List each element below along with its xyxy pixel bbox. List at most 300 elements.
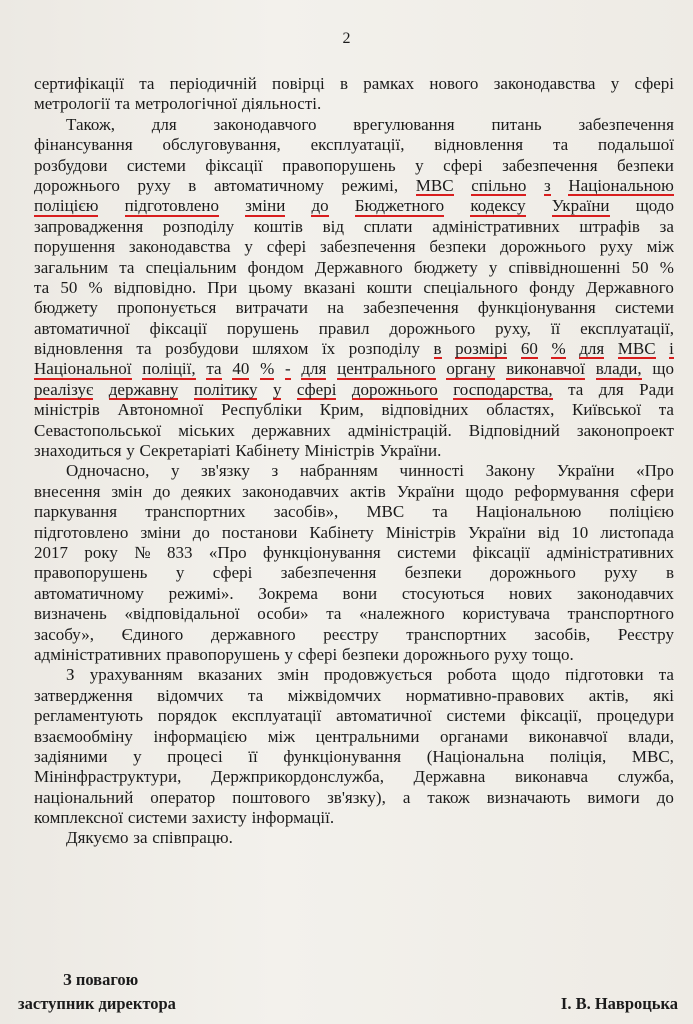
word: поліцією [34, 196, 99, 216]
word: законодавства [128, 237, 231, 257]
paragraph [34, 115, 674, 462]
word: областях, [486, 400, 555, 420]
word: визначають [486, 787, 571, 807]
word: співпрацю. [152, 828, 233, 848]
word: забезпечення [363, 298, 459, 318]
word: Також, [66, 114, 115, 134]
word: сфері [297, 644, 338, 664]
word: метрології [34, 94, 111, 114]
word: між [646, 237, 674, 257]
text-line [34, 665, 674, 685]
word: Національною [475, 502, 582, 522]
text-line [34, 645, 674, 665]
word: поштового [232, 787, 311, 807]
word: поліції, [142, 359, 196, 379]
word: «відповідальної [124, 604, 240, 624]
paragraph [34, 828, 674, 848]
word: змін [111, 481, 143, 501]
word: порушення [34, 237, 116, 257]
word: транспортного [567, 604, 674, 624]
word: у [610, 74, 620, 93]
word: розподілу [162, 216, 235, 236]
word: безпеки [342, 644, 399, 664]
word: руху [494, 644, 528, 664]
word: порядок [157, 706, 218, 726]
word: які [653, 685, 674, 705]
word: користувача [462, 604, 550, 624]
word: Одночасно, [66, 461, 150, 481]
word: комплексної [34, 808, 124, 828]
text-line [34, 563, 674, 583]
word: адміністративних [432, 216, 560, 236]
word: зміни [245, 196, 286, 216]
word: їх [321, 339, 336, 359]
word: нормативно-правових [405, 685, 565, 705]
word: до [153, 481, 171, 501]
word: законодавчих [242, 481, 340, 501]
word: визначень [34, 604, 107, 624]
word: % [551, 339, 566, 359]
word: та [432, 502, 448, 522]
word: законодавства [493, 74, 596, 93]
word: системи [614, 298, 674, 318]
word: процесі [167, 746, 223, 766]
word: сфері [634, 74, 674, 93]
word: знаходиться [34, 441, 122, 461]
word: за [659, 216, 674, 236]
text-line [34, 278, 674, 298]
word: та [568, 379, 584, 399]
word: поліцією [609, 502, 674, 522]
signature-block [18, 968, 678, 1016]
text-line [34, 339, 674, 359]
word: фіксації, [520, 706, 582, 726]
word: Кабінету [309, 522, 374, 542]
text-line [34, 767, 674, 787]
word: фіксації [149, 318, 208, 338]
text-line [34, 421, 674, 441]
word: інформації. [251, 808, 335, 828]
letter-body [34, 74, 674, 849]
word: Мінінфраструктури, [34, 767, 182, 787]
word: 50 [60, 277, 78, 297]
word: в [188, 175, 197, 195]
word: органу [446, 359, 496, 379]
word: щодо [635, 196, 674, 216]
word: року [84, 542, 118, 562]
word: що [652, 359, 674, 379]
word: нових [509, 583, 553, 603]
word: Держприкордонслужба, [210, 767, 384, 787]
word: у [126, 441, 135, 461]
word: змін [277, 665, 309, 685]
word: підготовлено [34, 522, 129, 542]
word: № [134, 542, 151, 562]
word: З [66, 665, 75, 685]
word: забезпечення [578, 114, 674, 134]
word: для [598, 379, 624, 399]
word: системи [446, 706, 506, 726]
word: пропонується [117, 298, 217, 318]
word: для [301, 359, 327, 379]
word: до [311, 196, 329, 216]
word: її [550, 318, 561, 338]
word: від [322, 216, 345, 236]
word: України [396, 481, 455, 501]
word: Міністрів [385, 522, 456, 542]
word: Республіки [221, 400, 303, 420]
word: чинності [399, 461, 464, 481]
text-line [34, 298, 674, 318]
word: політику [193, 379, 258, 399]
word: фіксації [472, 542, 530, 562]
page-number: 2 [342, 30, 351, 47]
word: центрального [337, 359, 436, 379]
text-line [34, 604, 674, 624]
word: у [133, 746, 142, 766]
word: державного [210, 624, 296, 644]
word: та [139, 74, 155, 93]
text-line [34, 788, 674, 808]
word: Бюджетного [354, 196, 445, 216]
word: засобів», [273, 502, 339, 522]
word: правопорушень [34, 563, 148, 583]
word: у [175, 563, 185, 583]
word: Національною [568, 175, 674, 195]
word: процедури [596, 706, 674, 726]
word: виконавчої [528, 726, 608, 746]
word: фіксації [205, 155, 263, 175]
word: щодо [465, 481, 504, 501]
text-line [34, 686, 674, 706]
word: МВС [415, 175, 454, 195]
word: діяльності. [241, 94, 322, 114]
word: влади, [595, 359, 642, 379]
text-line [34, 808, 674, 828]
word: на [327, 298, 344, 318]
word: спеціальним [145, 257, 237, 277]
word: вказані [303, 277, 356, 297]
word: руху, [495, 318, 531, 338]
word: у [272, 379, 282, 399]
signer-name: І. В. Навроцька [560, 994, 678, 1013]
word: сертифікації [34, 74, 124, 93]
word: МВС, [631, 746, 674, 766]
word: - [284, 359, 291, 379]
word: законодавчих [576, 583, 674, 603]
word: спеціального [423, 277, 518, 297]
word: загальним [34, 257, 109, 277]
word: % [260, 359, 275, 379]
word: 2017 [34, 542, 68, 562]
text-line [34, 828, 674, 848]
word: взаємообміну [34, 726, 133, 746]
word: деяких [181, 481, 232, 501]
word: до [656, 787, 674, 807]
text-line [34, 380, 674, 400]
word: тощо. [532, 644, 574, 664]
word: підготовки [565, 665, 644, 685]
word: розбудови [165, 339, 239, 359]
word: служба, [617, 767, 674, 787]
word: спільно [471, 175, 527, 195]
word: засобів, [534, 624, 591, 644]
word: та [552, 135, 569, 155]
word: цьому [248, 277, 293, 297]
word: господарства, [453, 379, 553, 399]
word: врегулювання [353, 114, 455, 134]
paragraph [34, 461, 674, 665]
word: України [468, 522, 526, 542]
word: забезпечення [502, 155, 598, 175]
word: Державного [314, 257, 403, 277]
word: системи [127, 808, 187, 828]
word: сфері [212, 563, 253, 583]
word: адміністрацій. [347, 420, 452, 440]
word: стосуються [401, 583, 485, 603]
word: та [248, 685, 264, 705]
word: органами [440, 726, 509, 746]
word: України. [379, 441, 442, 461]
text-line [34, 441, 674, 461]
word: адміністративних [546, 542, 674, 562]
word: періодичній [169, 74, 257, 93]
word: і [669, 339, 674, 359]
word: дорожнього [351, 379, 438, 399]
text-line [34, 543, 674, 563]
word: транспортних [406, 624, 507, 644]
word: МВС [366, 502, 405, 522]
word: сфері [266, 237, 307, 257]
signer-position: заступник директора [18, 994, 176, 1013]
word: 40 [232, 359, 250, 379]
text-line [34, 258, 674, 278]
closing-greeting: З повагою [63, 970, 139, 989]
word: з [271, 461, 279, 481]
text-line [34, 502, 674, 522]
word: сфери [630, 481, 674, 501]
word: регламентують [34, 706, 143, 726]
word: до [192, 522, 210, 542]
word: фонду [529, 277, 575, 297]
word: метрологічної [134, 94, 238, 114]
word: від [537, 522, 560, 542]
word: кошти [366, 277, 413, 297]
word: а [402, 787, 411, 807]
word: питань [491, 114, 542, 134]
word: експлуатації, [310, 135, 405, 155]
word: функціонування [263, 542, 381, 562]
word: «Про [208, 542, 247, 562]
word: Кабінету [235, 441, 300, 461]
word: розподілу [348, 339, 420, 359]
word: розмірі [455, 339, 508, 359]
word: у [415, 155, 424, 175]
word: Севастопольської [34, 420, 162, 440]
word: в [433, 339, 442, 359]
word: експлуатації [231, 706, 322, 726]
word: Закону [485, 461, 536, 481]
word: автоматичному [34, 583, 144, 603]
word: засобу», [34, 624, 94, 644]
word: центральними [315, 726, 420, 746]
word: законопроект [576, 420, 674, 440]
word: в [339, 74, 348, 93]
word: листопада [600, 522, 674, 542]
word: державну [108, 379, 179, 399]
word: % [88, 277, 103, 297]
word: вимоги [587, 787, 640, 807]
text-line [34, 482, 674, 502]
word: реєстру [323, 624, 379, 644]
word: робота [447, 665, 497, 685]
word: та [206, 359, 222, 379]
word: кодексу [470, 196, 526, 216]
text-line [34, 156, 674, 176]
word: набранням [299, 461, 378, 481]
word: відновлення [434, 135, 524, 155]
text-line [34, 135, 674, 155]
word: сфері [296, 379, 337, 399]
text-line [34, 727, 674, 747]
word: % [659, 257, 674, 277]
word: фінансування [34, 135, 133, 155]
text-line [34, 176, 674, 196]
word: відповідних [381, 400, 469, 420]
word: безпеки [404, 563, 462, 583]
text-line [34, 584, 674, 604]
word: Київської [572, 400, 642, 420]
word: її [248, 746, 258, 766]
word: автоматичної [34, 318, 130, 338]
word: обслуговування, [162, 135, 281, 155]
word: вказаних [197, 665, 263, 685]
word: розбудови [34, 155, 108, 175]
word: реформування [514, 481, 620, 501]
word: у [488, 257, 498, 277]
text-line [34, 359, 674, 379]
text-line [34, 625, 674, 645]
text-line [34, 237, 674, 257]
word: інформацією [153, 726, 248, 746]
word: за [133, 828, 148, 848]
word: Державна [413, 767, 486, 787]
word: у [170, 461, 180, 481]
word: та [136, 339, 152, 359]
word: Автономної [117, 400, 204, 420]
word: руху [137, 175, 171, 195]
word: задіяними [34, 746, 108, 766]
word: з [544, 175, 551, 195]
word: Секретаріаті [139, 441, 231, 461]
word: дорожнього [500, 237, 586, 257]
word: режимі, [341, 175, 399, 195]
word: співвідношенні [508, 257, 621, 277]
word: безпеки [617, 155, 674, 175]
word: МВС [617, 339, 656, 359]
word: Ради [639, 379, 674, 399]
word: бюджету [413, 257, 478, 277]
word: транспортних [145, 502, 246, 522]
text-line [34, 461, 674, 481]
word: відновлення [34, 339, 123, 359]
word: подальшої [597, 135, 674, 155]
word: державних [252, 420, 331, 440]
word: особи» [257, 604, 309, 624]
word: сплати [363, 216, 413, 236]
paragraph [34, 665, 674, 828]
word: При [207, 277, 238, 297]
word: для [151, 114, 177, 134]
word: поліція, [549, 746, 607, 766]
word: у [244, 237, 253, 257]
word: шляхом [252, 339, 309, 359]
word: запровадження [34, 216, 144, 236]
word: Дякуємо [66, 828, 129, 848]
word: «Про [636, 461, 674, 481]
word: Державного [586, 277, 674, 297]
word: національний [34, 787, 134, 807]
text-line [34, 217, 674, 237]
text-line [34, 319, 674, 339]
word: захисту [191, 808, 247, 828]
word: бюджету [34, 298, 98, 318]
word: постанови [221, 522, 298, 542]
word: штрафів [579, 216, 640, 236]
word: безпеки [429, 237, 487, 257]
word: правопорушень [166, 644, 280, 664]
word: України [556, 461, 615, 481]
paragraph [34, 74, 674, 115]
word: Міністрів [304, 441, 375, 461]
word: також [427, 787, 470, 807]
text-line [34, 94, 674, 114]
word: Національної [34, 359, 132, 379]
word: адміністративних [34, 644, 162, 664]
word: руху [599, 237, 633, 257]
text-line [34, 74, 674, 94]
word: руху [604, 563, 638, 583]
word: виконавчої [506, 359, 586, 379]
word: функціонування [477, 298, 596, 318]
word: повірці [272, 74, 325, 93]
text-line [34, 747, 674, 767]
word: витрачати [235, 298, 308, 318]
word: міжвідомчих [287, 685, 382, 705]
word: Реєстру [617, 624, 674, 644]
word: та [34, 277, 50, 297]
word: системи [126, 155, 186, 175]
word: урахуванням [89, 665, 183, 685]
word: та [658, 665, 674, 685]
word: та [326, 604, 342, 624]
text-line [34, 400, 674, 420]
word: міських [178, 420, 235, 440]
word: влади, [628, 726, 674, 746]
word: 60 [520, 339, 538, 359]
word: коштів [253, 216, 303, 236]
word: (Національна [426, 746, 525, 766]
word: Зокрема [258, 583, 318, 603]
word: дорожнього [490, 563, 576, 583]
word: затвердження [34, 685, 133, 705]
word: та [114, 94, 131, 114]
word: експлуатації, [580, 318, 674, 338]
word: оператор [150, 787, 216, 807]
word: сфері [443, 155, 483, 175]
word: Відповідний [468, 420, 560, 440]
word: зв'язку [201, 461, 250, 481]
